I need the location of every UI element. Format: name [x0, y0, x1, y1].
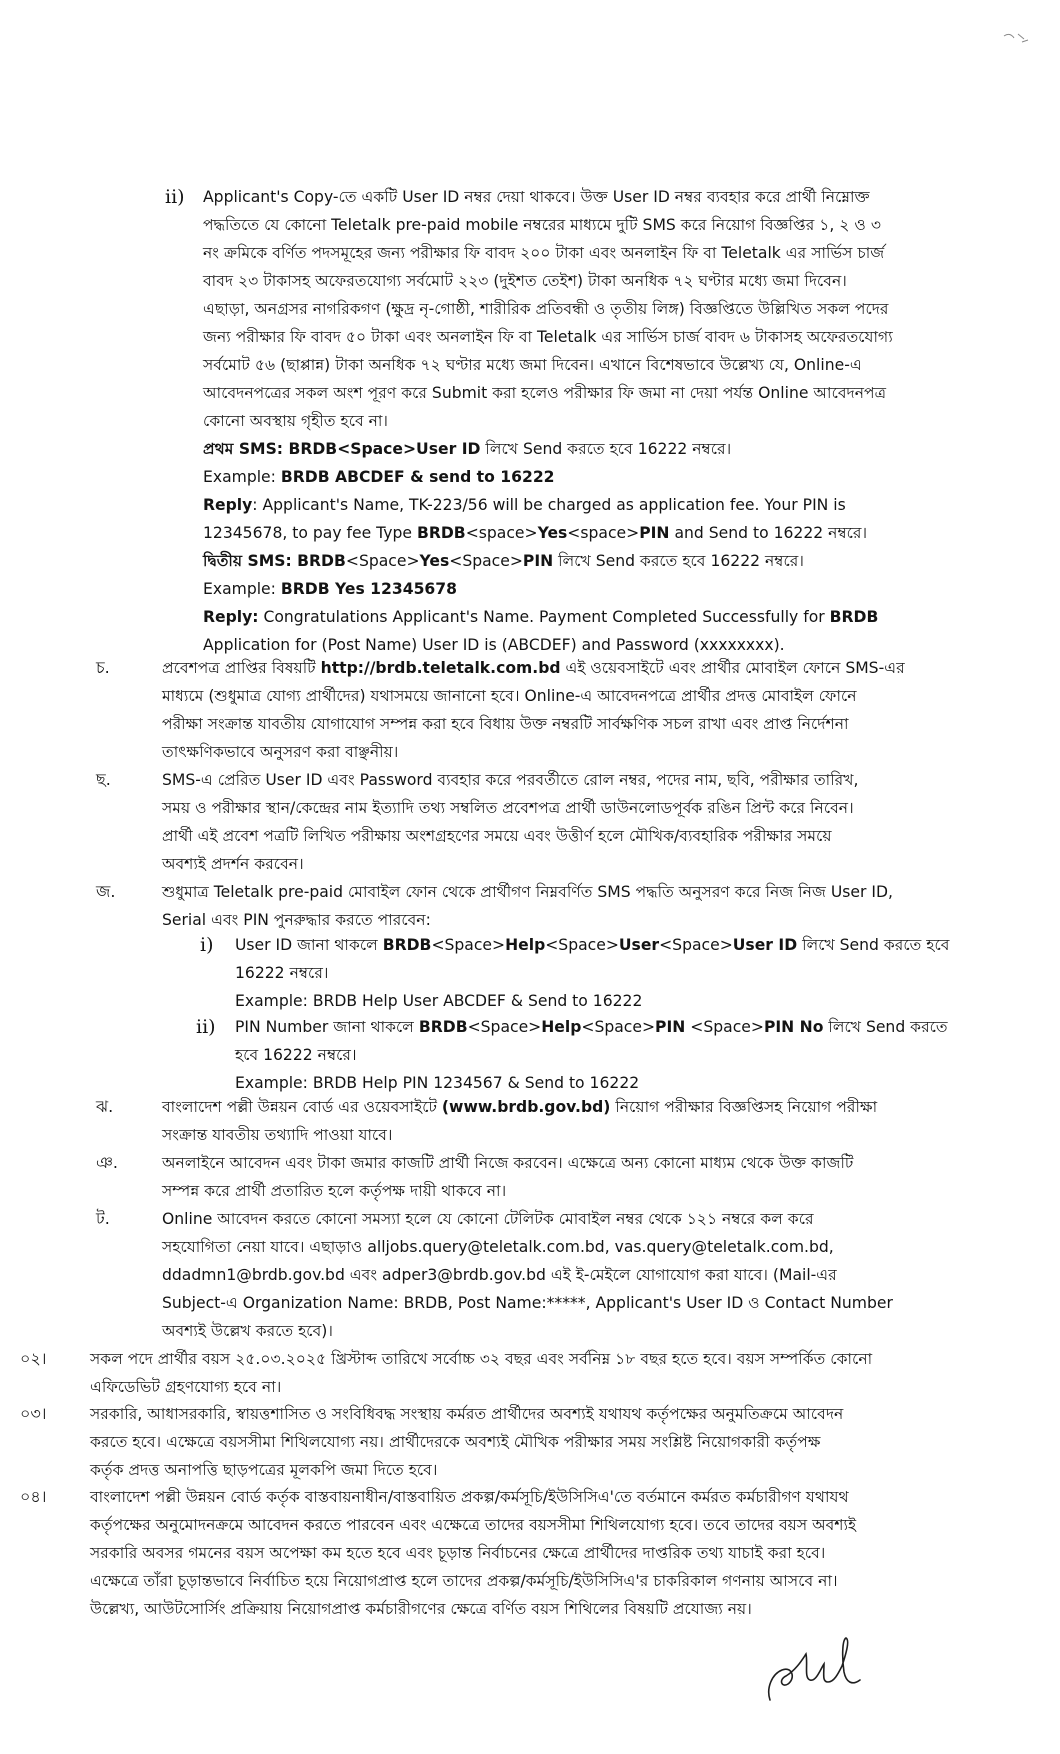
second-reply-line: Application for (Post Name) User ID is (ABCDEF) and Password (xxxxxxxx). [203, 636, 785, 654]
sms-intro-line: Applicant's Copy-তে একটি User ID নম্বর দেয়া থাকবে। উক্ত User ID নম্বর ব্যবহার করে প্রার্থী নিম্নোক্ত [203, 188, 870, 206]
support-contact-notice: Online আবেদন করতে কোনো সমস্যা হলে যে কোনো টেলিটক মোবাইল নম্বর থেকে ১২১ নম্বরে কল করে সহযোগিতা নেয়া যাবে। এছাড়াও alljobs.query@teletalk.com.bd, vas.query@teletalk.com.bd, ddadmn1@brdb.gov.bd এবং adper3@brdb.gov.bd এই ই-মেইলে যোগাযোগ করা যাবে। (Mail-এর Subject-এ Organization Name: BRDB, Post Name:*****, Applicant's User ID ও Contact Number অবশ্যই উল্লেখ করতে হবে)। [162, 1210, 893, 1340]
admit-card-url: http://brdb.teletalk.com.bd [320, 659, 561, 677]
corner-mark-icon [1002, 30, 1030, 46]
sms-intro-line: জন্য পরীক্ষার ফি বাবদ ৫০ টাকা এবং অনলাইন ফি বা Teletalk এর সার্ভিস চার্জ বাবদ ৬ টাকাসহ অফেরতযোগ্য [203, 328, 893, 346]
brdb-employee-clause: বাংলাদেশ পল্লী উন্নয়ন বোর্ড কর্তৃক বাস্তবায়নাধীন/বাস্তবায়িত প্রকল্প/কর্মসূচি/ইউসিসিএ'তে বর্তমানে কর্মরত কর্মচারীগণ যথাযথ কর্তৃপক্ষের অনুমোদনক্রমে আবেদন করতে পারবেন এবং এক্ষেত্রে তাদের বয়সসীমা শিথিলযোগ্য হবে। তবে তাদের বয়স অবশ্যই সরকারি অবসর গমনের বয়স অপেক্ষা কম হতে হবে এবং চূড়ান্ত নির্বাচনের ক্ষেত্রে প্রার্থীদের দাপ্তরিক তথ্য যাচাই করা হবে। এক্ষেত্রে তাঁরা চূড়ান্তভাবে নির্বাচিত হয়ে নিয়োগপ্রাপ্ত হলে তাদের প্রকল্প/কর্মসূচি/ইউসিসিএ'র চাকরিকাল গণনায় আসবে না। উল্লেখ্য, আউটসোর্সিং প্রক্রিয়ায় নিয়োগপ্রাপ্ত কর্মচারীগণের ক্ষেত্রে বর্ণিত বয়স শিথিলের বিষয়টি প্রযোজ্য নয়। [90, 1488, 857, 1618]
first-reply-line: 12345678, to pay fee Type BRDB<space>Yes<space>PIN and Send to 16222 নম্বরে। [203, 524, 868, 542]
brdb-website-url: (www.brdb.gov.bd) [441, 1098, 611, 1116]
sub-marker-i: i) [200, 934, 214, 956]
recovery-notice: শুধুমাত্র Teletalk pre-paid মোবাইল ফোন থেকে প্রার্থীগণ নিম্নবর্ণিত SMS পদ্ধতি অনুসরণ করে নিজ নিজ User ID, Serial এবং PIN পুনরুদ্ধার করতে পারবেন: [162, 883, 893, 929]
sms-intro-line: আবেদনপত্রের সকল অংশ পূরণ করে Submit করা হলেও পরীক্ষার ফি জমা না দেয়া পর্যন্ত Online আবেদনপত্র [203, 384, 887, 402]
section-marker-03: ০৩। [20, 1404, 47, 1423]
self-application-notice: অনলাইনে আবেদন এবং টাকা জমার কাজটি প্রার্থী নিজে করবেন। এক্ষেত্রে অন্য কোনো মাধ্যম থেকে উক্ত কাজটি সম্পন্ন করে প্রার্থী প্রতারিত হলে কর্তৃপক্ষ দায়ী থাকবে না। [162, 1154, 854, 1200]
sms-intro-line: কোনো অবস্থায় গৃহীত হবে না। [203, 412, 389, 430]
first-sms-example: Example: BRDB ABCDEF & send to 16222 [203, 468, 555, 486]
sms-intro-line: নং ক্রমিকে বর্ণিত পদসমূহের জন্য পরীক্ষার ফি বাবদ ২০০ টাকা এবং অনলাইন ফি বা Teletalk এর সার্ভিস চার্জ [203, 244, 885, 262]
admit-card-notice: প্রবেশপত্র প্রাপ্তির বিষয়টি http://brdb.teletalk.com.bd এই ওয়েবসাইটে এবং প্রার্থীর মোবাইল ফোনে SMS-এর মাধ্যমে (শুধুমাত্র যোগ্য প্রার্থীদের) যথাসময়ে জানানো হবে। Online-এ আবেদনপত্রে প্রার্থীর প্রদত্ত মোবাইল ফোনে পরীক্ষা সংক্রান্ত যাবতীয় যোগাযোগ সম্পন্ন করা হবে বিধায় উক্ত নম্বরটি সার্বক্ষণিক সচল রাখা এবং প্রাপ্ত নির্দেশনা তাৎক্ষণিকভাবে অনুসরণ করা বাঞ্ছনীয়। [162, 659, 905, 761]
download-admit-card-notice: SMS-এ প্রেরিত User ID এবং Password ব্যবহার করে পরবর্তীতে রোল নম্বর, পদের নাম, ছবি, পরীক্ষার তারিখ, সময় ও পরীক্ষার স্থান/কেন্দ্রের নাম ইত্যাদি তথ্য সম্বলিত প্রবেশপত্র প্রার্থী ডাউনলোডপূর্বক রঙিন প্রিন্ট করে নিবেন। প্রার্থী এই প্রবেশ পত্রটি লিখিত পরীক্ষায় অংশগ্রহণের সময়ে এবং উত্তীর্ণ হলে মৌখিক/ব্যবহারিক পরীক্ষার সময়ে অবশ্যই প্রদর্শন করবেন। [162, 771, 859, 873]
second-sms-line: দ্বিতীয় SMS: BRDB<Space>Yes<Space>PIN লিখে Send করতে হবে 16222 নম্বরে। [203, 552, 804, 570]
first-sms-example-code: BRDB ABCDEF & send to 16222 [280, 468, 555, 486]
list-marker-chha: ছ. [96, 770, 111, 789]
section-marker-02: ০২। [20, 1349, 47, 1368]
first-sms-command: প্রথম SMS: BRDB<Space>User ID [203, 440, 481, 458]
first-sms-line: প্রথম SMS: BRDB<Space>User ID লিখে Send করতে হবে 16222 নম্বরে। [203, 440, 732, 458]
recover-user-id-example: Example: BRDB Help User ABCDEF & Send to 16222 [235, 992, 643, 1010]
list-marker-ta: ট. [96, 1209, 110, 1228]
sms-intro-line: সর্বমোট ৫৬ (ছাপ্পান্ন) টাকা অনধিক ৭২ ঘণ্টার মধ্যে জমা দিবেন। এখানে বিশেষভাবে উল্লেখ্য যে, Online-এ [203, 356, 862, 374]
list-marker-jha: ঝ. [96, 1097, 114, 1116]
recover-pin: PIN Number জানা থাকলে BRDB<Space>Help<Space>PIN <Space>PIN No লিখে Send করতে হবে 16222 নম্বরে। Example: BRDB Help PIN 1234567 & Send to 16222 [235, 1013, 998, 1097]
recover-pin-example: Example: BRDB Help PIN 1234567 & Send to 16222 [235, 1074, 640, 1092]
recover-user-id: User ID জানা থাকলে BRDB<Space>Help<Space>User<Space>User ID লিখে Send করতে হবে 16222 নম্বরে। Example: BRDB Help User ABCDEF & Send to 16222 [235, 931, 998, 1015]
signature-icon [762, 1630, 872, 1710]
section-marker-04: ০৪। [20, 1487, 47, 1506]
list-marker-cha: চ. [96, 658, 110, 677]
sms-intro-line: এছাড়া, অনগ্রসর নাগরিকগণ (ক্ষুদ্র নৃ-গোষ্ঠী, শারীরিক প্রতিবন্ধী ও তৃতীয় লিঙ্গ) বিজ্ঞপ্তিতে উল্লিখিত সকল পদের [203, 300, 889, 318]
list-marker-ja: জ. [96, 882, 116, 901]
second-reply-line: Reply: Congratulations Applicant's Name. Payment Completed Successfully for BRDB [203, 608, 879, 626]
list-marker-nya: ঞ. [96, 1153, 118, 1172]
sub-marker-ii: ii) [196, 1016, 216, 1038]
sms-intro-line: পদ্ধতিতে যে কোনো Teletalk pre-paid mobile নম্বরের মাধ্যমে দুটি SMS করে নিয়োগ বিজ্ঞপ্তির ১, ২ ও ৩ [203, 216, 881, 234]
first-reply-line: Reply: Applicant's Name, TK-223/56 will be charged as application fee. Your PIN is [203, 496, 846, 514]
website-notice: বাংলাদেশ পল্লী উন্নয়ন বোর্ড এর ওয়েবসাইটে (www.brdb.gov.bd) নিয়োগ পরীক্ষার বিজ্ঞপ্তিসহ নিয়োগ পরীক্ষা সংক্রান্ত যাবতীয় তথ্যাদি পাওয়া যাবে। [162, 1098, 878, 1144]
sms-intro-line: বাবদ ২৩ টাকাসহ অফেরতযোগ্য সর্বমোট ২২৩ (দুইশত তেইশ) টাকা অনধিক ৭২ ঘণ্টার মধ্যে জমা দিবেন। [203, 272, 847, 290]
second-sms-example-code: BRDB Yes 12345678 [280, 580, 457, 598]
second-sms-example: Example: BRDB Yes 12345678 [203, 580, 457, 598]
govt-employee-clause: সরকারি, আধাসরকারি, স্বায়ত্তশাসিত ও সংবিধিবদ্ধ সংস্থায় কর্মরত প্রার্থীদের অবশ্যই যথাযথ কর্তৃপক্ষের অনুমতিক্রমে আবেদন করতে হবে। এক্ষেত্রে বয়সসীমা শিথিলযোগ্য নয়। প্রার্থীদেরকে অবশ্যই মৌখিক পরীক্ষার সময় সংশ্লিষ্ট নিয়োগকারী কর্তৃপক্ষ কর্তৃক প্রদত্ত অনাপত্তি ছাড়পত্রের মূলকপি জমা দিতে হবে। [90, 1405, 844, 1479]
sms-instructions [203, 183, 998, 659]
list-marker-ii: ii) [165, 186, 185, 208]
age-limit-clause: সকল পদে প্রার্থীর বয়স ২৫.০৩.২০২৫ খ্রিস্টাব্দ তারিখে সর্বোচ্চ ৩২ বছর এবং সর্বনিম্ন ১৮ বছর হতে হবে। বয়স সম্পর্কিত কোনো এফিডেভিট গ্রহণযোগ্য হবে না। [90, 1350, 873, 1396]
